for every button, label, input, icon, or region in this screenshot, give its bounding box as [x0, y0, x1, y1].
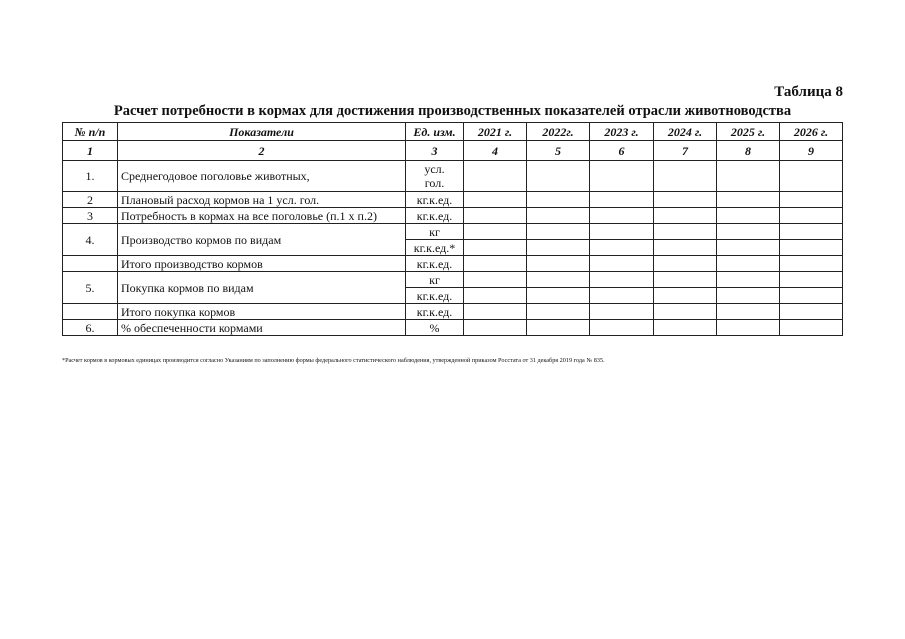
value-cell[interactable]: [464, 320, 527, 336]
value-cell[interactable]: [464, 161, 527, 192]
row-number: 1.: [63, 161, 118, 192]
value-cell[interactable]: [590, 208, 654, 224]
value-cell[interactable]: [717, 304, 780, 320]
value-cell[interactable]: [527, 272, 590, 288]
value-cell[interactable]: [717, 320, 780, 336]
table-row: [63, 320, 843, 336]
row-indicator: Покупка кормов по видам: [118, 272, 406, 304]
row-number: 5.: [63, 272, 118, 304]
value-cell[interactable]: [527, 288, 590, 304]
row-number: 4.: [63, 224, 118, 256]
table-row: [63, 304, 843, 320]
value-cell[interactable]: [590, 224, 654, 240]
value-cell[interactable]: [654, 304, 717, 320]
value-cell[interactable]: [654, 256, 717, 272]
table-row: [63, 208, 843, 224]
value-cell[interactable]: [590, 288, 654, 304]
row-indicator: Плановый расход кормов на 1 усл. гол.: [118, 192, 406, 208]
column-number: 7: [654, 141, 717, 161]
value-cell[interactable]: [717, 272, 780, 288]
value-cell[interactable]: [780, 161, 843, 192]
value-cell[interactable]: [464, 192, 527, 208]
value-cell[interactable]: [464, 208, 527, 224]
value-cell[interactable]: [654, 288, 717, 304]
header-cell: Ед. изм.: [406, 123, 464, 141]
header-cell: 2026 г.: [780, 123, 843, 141]
table-row: [63, 256, 843, 272]
value-cell[interactable]: [717, 192, 780, 208]
value-cell[interactable]: [654, 272, 717, 288]
row-unit: кг: [406, 224, 464, 240]
row-indicator: % обеспеченности кормами: [118, 320, 406, 336]
row-unit: кг.к.ед.: [406, 208, 464, 224]
column-number: 2: [118, 141, 406, 161]
value-cell[interactable]: [464, 224, 527, 240]
feed-requirements-table: [62, 122, 843, 336]
table-row: [63, 161, 843, 192]
row-number: 6.: [63, 320, 118, 336]
column-number: 4: [464, 141, 527, 161]
value-cell[interactable]: [717, 161, 780, 192]
row-unit: кг.к.ед.: [406, 304, 464, 320]
row-unit: кг.к.ед.: [406, 256, 464, 272]
value-cell[interactable]: [590, 320, 654, 336]
row-unit: %: [406, 320, 464, 336]
value-cell[interactable]: [717, 208, 780, 224]
value-cell[interactable]: [654, 320, 717, 336]
value-cell[interactable]: [780, 192, 843, 208]
header-cell: 2024 г.: [654, 123, 717, 141]
value-cell[interactable]: [717, 288, 780, 304]
header-row: [63, 123, 843, 141]
header-cell: Показатели: [118, 123, 406, 141]
value-cell[interactable]: [590, 161, 654, 192]
column-number-row: [63, 141, 843, 161]
value-cell[interactable]: [590, 256, 654, 272]
value-cell[interactable]: [717, 240, 780, 256]
row-number: [63, 304, 118, 320]
row-unit: кг.к.ед.: [406, 288, 464, 304]
value-cell[interactable]: [464, 240, 527, 256]
column-number: 5: [527, 141, 590, 161]
row-unit: кг.к.ед.: [406, 192, 464, 208]
value-cell[interactable]: [654, 192, 717, 208]
row-unit-line: усл.: [424, 162, 445, 176]
table-row: [63, 224, 843, 240]
value-cell[interactable]: [780, 256, 843, 272]
value-cell[interactable]: [590, 192, 654, 208]
value-cell[interactable]: [654, 224, 717, 240]
value-cell[interactable]: [527, 192, 590, 208]
table-row: [63, 272, 843, 288]
header-cell: 2022г.: [527, 123, 590, 141]
value-cell[interactable]: [780, 208, 843, 224]
value-cell[interactable]: [527, 256, 590, 272]
value-cell[interactable]: [780, 240, 843, 256]
column-number: 6: [590, 141, 654, 161]
value-cell[interactable]: [464, 288, 527, 304]
value-cell[interactable]: [654, 161, 717, 192]
value-cell[interactable]: [464, 256, 527, 272]
value-cell[interactable]: [527, 224, 590, 240]
row-indicator: Итого производство кормов: [118, 256, 406, 272]
value-cell[interactable]: [780, 320, 843, 336]
row-indicator: Итого покупка кормов: [118, 304, 406, 320]
value-cell[interactable]: [780, 288, 843, 304]
row-unit: [406, 161, 464, 192]
value-cell[interactable]: [590, 304, 654, 320]
value-cell[interactable]: [780, 304, 843, 320]
column-number: 8: [717, 141, 780, 161]
table-number: Таблица 8: [774, 84, 843, 100]
row-indicator: Среднегодовое поголовье животных,: [118, 161, 406, 192]
row-unit: кг: [406, 272, 464, 288]
row-unit: кг.к.ед.*: [406, 240, 464, 256]
row-indicator: Потребность в кормах на все поголовье (п.1 х п.2): [118, 208, 406, 224]
value-cell[interactable]: [590, 272, 654, 288]
row-number: [63, 256, 118, 272]
row-unit-line: гол.: [424, 176, 445, 190]
header-cell: 2025 г.: [717, 123, 780, 141]
value-cell[interactable]: [780, 224, 843, 240]
header-cell: 2021 г.: [464, 123, 527, 141]
value-cell[interactable]: [590, 240, 654, 256]
header-cell: 2023 г.: [590, 123, 654, 141]
column-number: 9: [780, 141, 843, 161]
row-number: 2: [63, 192, 118, 208]
footnote: *Расчет кормов в кормовых единицах производится согласно Указаниям по заполнению формы федерального статистического наблюдения, утвержденной приказом Росстата от 31 декабря 2019 года № 835.: [62, 357, 605, 364]
row-indicator: Производство кормов по видам: [118, 224, 406, 256]
value-cell[interactable]: [654, 240, 717, 256]
value-cell[interactable]: [717, 224, 780, 240]
value-cell[interactable]: [527, 304, 590, 320]
value-cell[interactable]: [527, 161, 590, 192]
value-cell[interactable]: [717, 256, 780, 272]
value-cell[interactable]: [464, 272, 527, 288]
value-cell[interactable]: [654, 208, 717, 224]
row-number: 3: [63, 208, 118, 224]
table-row: [63, 192, 843, 208]
value-cell[interactable]: [527, 240, 590, 256]
value-cell[interactable]: [464, 304, 527, 320]
column-number: 1: [63, 141, 118, 161]
value-cell[interactable]: [527, 208, 590, 224]
document-title: Расчет потребности в кормах для достижения производственных показателей отрасли животноводства: [113, 103, 792, 119]
value-cell[interactable]: [780, 272, 843, 288]
value-cell[interactable]: [527, 320, 590, 336]
header-cell: № п/п: [63, 123, 118, 141]
column-number: 3: [406, 141, 464, 161]
